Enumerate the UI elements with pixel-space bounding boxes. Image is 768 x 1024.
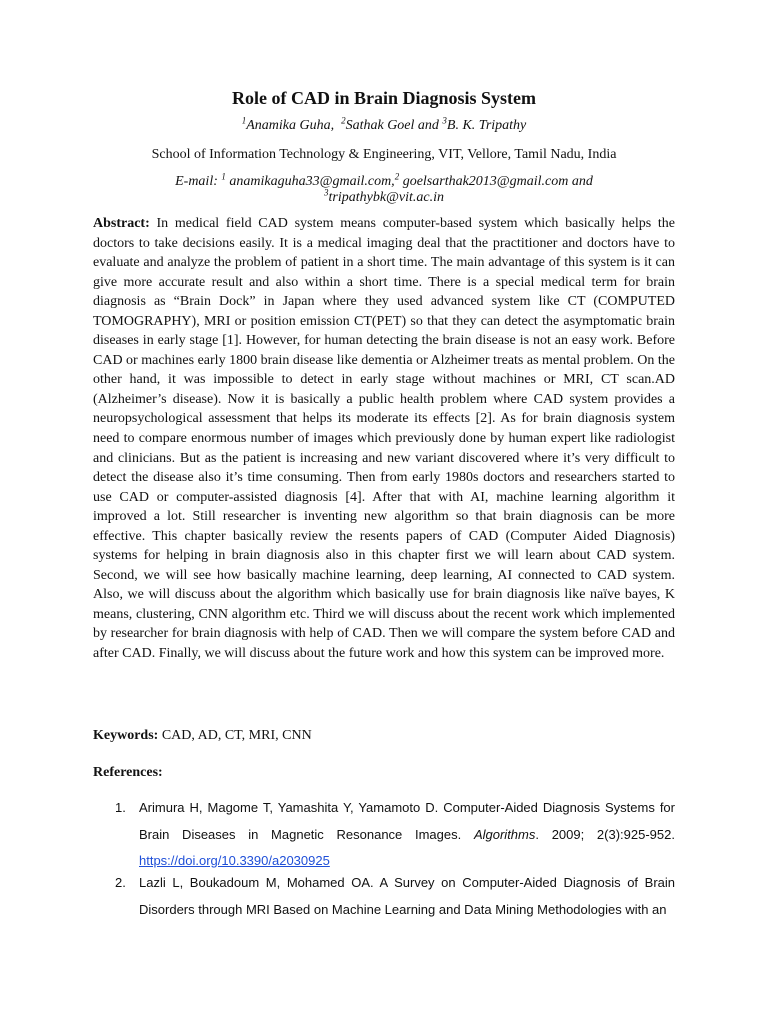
- email-1: anamikaguha33@gmail.com,: [229, 174, 395, 189]
- keywords-text: CAD, AD, CT, MRI, CNN: [161, 728, 312, 743]
- author-2-superscript: 2: [341, 115, 346, 126]
- doi-link[interactable]: https://doi.org/10.3390/a2030925: [139, 853, 330, 868]
- reference-text: [139, 795, 675, 875]
- email-3-superscript: 3: [323, 187, 329, 198]
- reference-citation: Arimura H, Magome T, Yamashita Y, Yamamoto D. Computer-Aided Diagnosis Systems for Brain Diseases in Magnetic Resonance Images.: [139, 800, 675, 842]
- email-1-superscript: 1: [221, 171, 226, 182]
- author-1-superscript: 1: [241, 115, 247, 126]
- email-2: goelsarthak2013@gmail.com and: [402, 174, 593, 189]
- email-line-2: [0, 187, 768, 206]
- author-3-name: B. K. Tripathy: [446, 118, 527, 133]
- reference-item: [93, 870, 675, 922]
- email-label: E-mail:: [175, 174, 218, 189]
- reference-number: 1.: [115, 800, 126, 815]
- abstract-paragraph: [93, 214, 675, 664]
- author-1-name: Anamika Guha,: [246, 118, 335, 133]
- abstract-text: In medical field CAD system means computer-based system which basically helps the doctors to take decisions easily. It is a medical imaging deal that the practitioner and doctors have to evaluate and analyze the problem of patient in a short time. The main advantage of this system is it can give more accurate result and also within a short time. There is a special medical term for brain diagnosis as “Brain Dock” in Japan where they used advanced system like CT (COMPUTED TOMOGRAPHY), MRI or position emission CT(PET) so that they can detect the asymptomatic brain diseases in early stage [1]. However, for human detecting the brain disease is not an easy work. Before CAD or machines early 1800 brain disease like dementia or Alzheimer treats as mental problem. On the other hand, it was impossible to detect in early stage without machines or MRI, CT scan.AD (Alzheimer’s disease). Now it is basically a public health problem where CAD system provides a neuropsychological assessment that helps its moderate its effects [2]. As for brain diagnosis system need to compare enormous number of images which previously done by human expert like radiologist and clinicians. But as the patient is increasing and new variant discovered where it’s very difficult to detect the disease also it’s time consuming. Then from early 1980s doctors and researchers started to use CAD or computer-assisted diagnosis [4]. After that with AI, machine learning algorithm it improved a lot. Still researcher is inventing new algorithm so that brain diagnosis can be more effective. This chapter basically review the resents papers of CAD (Computer Aided Diagnosis) systems for helping in brain diagnosis also in this chapter first we will learn about CAD system. Second, we will see how basically machine learning, deep learning, AI connected to CAD system. Also, we will discuss about the algorithm which basically use for brain diagnosis like naïve bayes, K means, clustering, CNN algorithm etc. Third we will discuss about the recent work which implemented by researcher for brain diagnosis with help of CAD. Then we will compare the system before CAD and after CAD. Finally, we will discuss about the future work and how this system can be improved more.: [93, 216, 675, 662]
- email-line-1: [0, 171, 768, 190]
- email-2-superscript: 2: [394, 171, 400, 182]
- references-heading: References:: [93, 765, 163, 780]
- reference-citation-end: . 2009; 2(3):925-952.: [535, 826, 675, 842]
- author-2-name: Sathak Goel and: [345, 118, 439, 133]
- keywords-label: Keywords:: [93, 728, 159, 743]
- author-3-superscript: 3: [442, 115, 447, 126]
- reference-journal: Algorithms: [473, 826, 536, 842]
- email-3: tripathybk@vit.ac.in: [328, 190, 445, 205]
- reference-number: 2.: [115, 875, 126, 890]
- affiliation: School of Information Technology & Engineering, VIT, Vellore, Tamil Nadu, India: [151, 147, 617, 162]
- keywords-line: [93, 728, 312, 744]
- author-line: [0, 115, 768, 134]
- reference-text: Lazli L, Boukadoum M, Mohamed OA. A Survey on Computer-Aided Diagnosis of Brain Disorders through MRI Based on Machine Learning and Data Mining Methodologies with an: [139, 875, 675, 917]
- paper-title: Role of CAD in Brain Diagnosis System: [231, 88, 536, 108]
- reference-item: [93, 795, 675, 875]
- abstract-label: Abstract:: [93, 216, 150, 231]
